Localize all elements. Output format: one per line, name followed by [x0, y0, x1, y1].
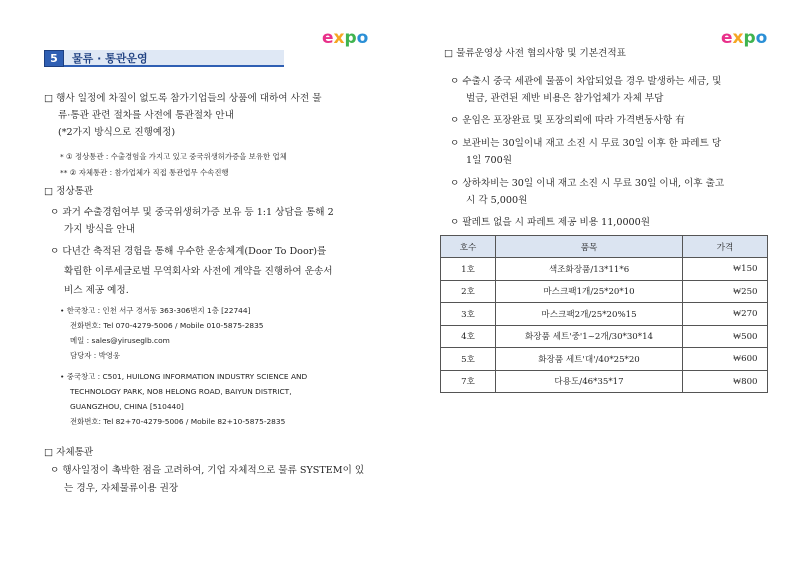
- table-row: [441, 280, 768, 303]
- body-line: □ 행사 일정에 차질이 없도록 참가기업들의 상품에 대하여 사전 물: [44, 93, 322, 104]
- body-line: ㅇ 보관비는 30일이내 재고 소진 시 무료 30일 이후 한 파레트 당: [450, 138, 722, 149]
- price-value: ₩800: [733, 376, 758, 387]
- address-line: TECHNOLOGY PARK, NO8 HELONG ROAD, BAIYUN DISTRICT,: [70, 387, 292, 396]
- body-line: ㅇ 수출시 중국 세관에 물품이 차압되었을 경우 발생하는 세금, 및: [450, 76, 722, 87]
- price-cell: [683, 370, 768, 393]
- body-line: (*2가지 방식으로 진행예정): [58, 127, 176, 138]
- body-line: ㅇ 운임은 포장완료 및 포장의뢰에 따라 가격변동사항 有: [450, 115, 685, 126]
- table-row: [441, 348, 768, 371]
- address-line: • 중국창고 : C501, HUILONG INFORMATION INDUSTRY SCIENCE AND: [60, 372, 308, 381]
- item-cell: 화장품 세트'대'/40*25*20: [496, 348, 683, 371]
- body-line: ㅇ 팔레트 없을 시 파레트 제공 비용 11,0000원: [450, 217, 651, 228]
- price-cell: [683, 348, 768, 371]
- row-number-cell: 3호: [441, 303, 496, 326]
- address-line: 전화번호: Tel 82+70-4279-5006 / Mobile 82+10-5875-2835: [70, 417, 286, 426]
- subsection-heading: □ 자체통관: [44, 447, 94, 458]
- item-cell: 다용도/46*35*17: [496, 370, 683, 393]
- price-cell: [683, 280, 768, 303]
- subsection-heading: □ 물류운영상 사전 협의사항 및 기본견적표: [444, 48, 626, 59]
- subsection-heading: □ 정상통관: [44, 186, 94, 197]
- row-number-cell: 7호: [441, 370, 496, 393]
- address-line: GUANGZHOU, CHINA [510440]: [70, 402, 184, 411]
- row-number-cell: 4호: [441, 325, 496, 348]
- body-line: 는 경우, 자체물류이용 권장: [64, 483, 179, 494]
- table-row: [441, 370, 768, 393]
- body-line: 확립한 이루세글로벌 무역회사와 사전에 계약을 진행하여 운송서: [64, 266, 333, 277]
- table-header-row: [441, 236, 768, 258]
- price-cell: [683, 258, 768, 281]
- price-cell: [683, 325, 768, 348]
- item-cell: 마스크팩1개/25*20*10: [496, 280, 683, 303]
- address-line: • 한국창고 : 인천 서구 경서동 363-306번지 1층 [22744]: [60, 306, 251, 315]
- shipping-rate-table: [440, 235, 768, 393]
- section-title: 물류 · 통관운영: [64, 50, 284, 67]
- body-line: ㅇ 다년간 축적된 경험을 통해 우수한 운송체계(Door To Door)를: [50, 246, 327, 257]
- column-header: 호수: [441, 236, 496, 258]
- body-line: ㅇ 상하차비는 30일 이내 재고 소진 시 무료 30일 이내, 이후 출고: [450, 178, 725, 189]
- body-line: 1일 700원: [466, 155, 512, 166]
- note-line: * ① 정상통관 : 수출경험을 가지고 있고 중국위생허가증을 보유한 업체: [60, 152, 287, 161]
- body-line: 가지 방식을 안내: [64, 224, 135, 235]
- section-header: [44, 50, 284, 67]
- section-number: 5: [44, 50, 64, 67]
- price-value: ₩150: [733, 264, 758, 275]
- table-row: [441, 325, 768, 348]
- address-line: 전화번호: Tel 070-4279-5006 / Mobile 010-5875-2835: [70, 321, 264, 330]
- column-header: 품목: [496, 236, 683, 258]
- left-page: [0, 0, 380, 566]
- table-row: [441, 258, 768, 281]
- expo-logo: expo: [322, 28, 369, 48]
- table-row: [441, 303, 768, 326]
- row-number-cell: 5호: [441, 348, 496, 371]
- body-line: ㅇ 과거 수출경험여부 및 중국위생허가증 보유 등 1:1 상담을 통해 2: [50, 207, 334, 218]
- right-page: [400, 0, 780, 566]
- body-line: ㅇ 행사일정이 촉박한 점을 고려하여, 기업 자체적으로 물류 SYSTEM이 있: [50, 465, 365, 476]
- column-header: 가격: [683, 236, 768, 258]
- expo-logo: expo: [721, 28, 768, 48]
- price-value: ₩270: [733, 309, 758, 320]
- note-line: ** ② 자체통관 : 참가업체가 직접 통관업무 수속진행: [60, 168, 229, 177]
- body-line: 비스 제공 예정.: [64, 285, 129, 296]
- price-value: ₩600: [733, 354, 758, 365]
- item-cell: 마스크팩2개/25*20%15: [496, 303, 683, 326]
- price-value: ₩500: [733, 331, 758, 342]
- address-line: 담당자 : 박영웅: [70, 351, 121, 360]
- address-line: 메일 : sales@yiruseglb.com: [70, 336, 170, 345]
- item-cell: 화장품 세트'중'1~2개/30*30*14: [496, 325, 683, 348]
- body-line: 류·통관 관련 절차를 사전에 통관절차 안내: [58, 110, 234, 121]
- row-number-cell: 1호: [441, 258, 496, 281]
- body-line: 시 각 5,000원: [466, 195, 528, 206]
- item-cell: 색조화장품/13*11*6: [496, 258, 683, 281]
- row-number-cell: 2호: [441, 280, 496, 303]
- price-value: ₩250: [733, 286, 758, 297]
- body-line: 벌금, 관련된 제반 비용은 참가업체가 자체 부담: [466, 93, 664, 104]
- price-cell: [683, 303, 768, 326]
